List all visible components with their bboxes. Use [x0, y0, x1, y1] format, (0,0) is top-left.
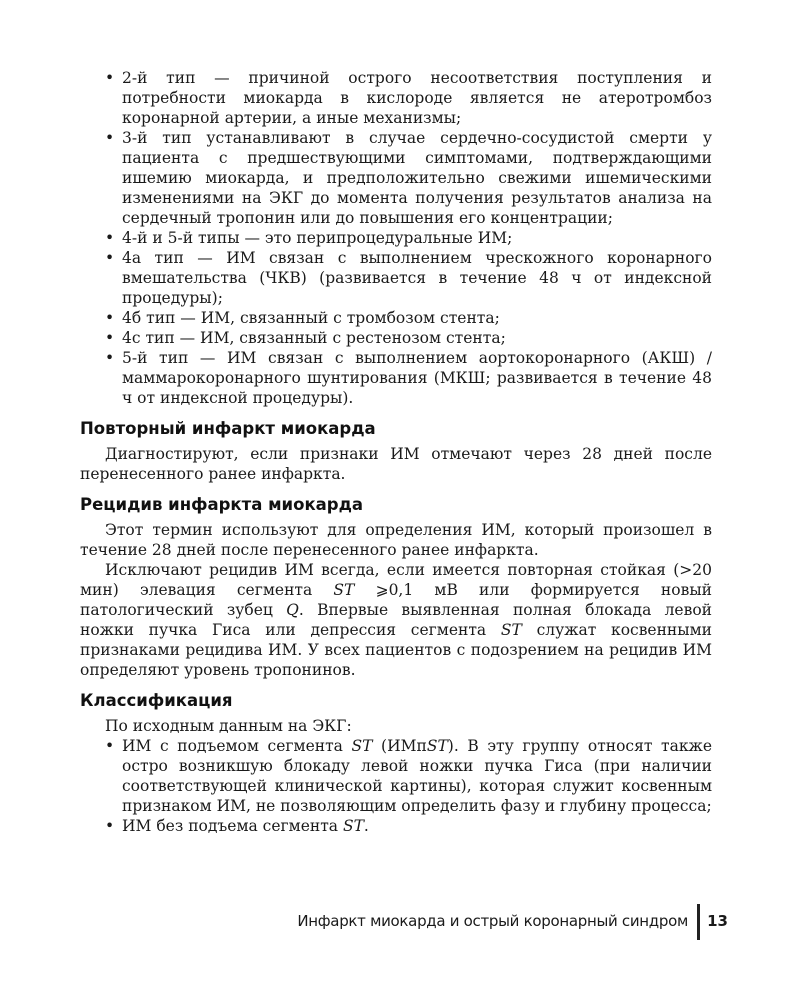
page-number: 13	[707, 912, 728, 930]
section-heading-classification: Классификация	[80, 691, 233, 710]
bullet-icon: •	[105, 817, 115, 835]
bullet-icon: •	[105, 349, 115, 367]
bullet-icon: •	[105, 229, 115, 247]
page-footer	[80, 904, 728, 940]
list-item: • ИМ без подъема сегмента ST.	[105, 817, 369, 835]
list-item: • 4б тип — ИМ, связанный с тромбозом стента;	[105, 309, 500, 327]
section-heading-repeat-mi: Повторный инфаркт миокарда	[80, 419, 376, 438]
bullet-icon: •	[105, 309, 115, 327]
bullet-icon: •	[105, 737, 115, 755]
section-paragraph: Диагностируют, если признаки ИМ отмечают через 28 дней после перенесенного ранее инфаркта.	[80, 445, 712, 483]
list-item: • 2-й тип — причиной острого несоответствия поступления и потребности миокарда в кислороде является не атеротромбоз коронарной артерии, а иные механизмы;	[105, 69, 712, 127]
bullet-icon: •	[105, 69, 115, 87]
bullet-icon: •	[105, 129, 115, 147]
bullet-icon: •	[105, 249, 115, 267]
section-paragraph: Исключают рецидив ИМ всегда, если имеется повторная стойкая (>20 мин) элевация сегмента ST ⩾0,1 мВ или формируется новый патологический зубец Q. Впервые выявленная полная блокада левой ножки пучка Гиса или депрессия сегмента ST служат косвенными признаками рецидива ИМ. У всех пациентов с подозрением на рецидив ИМ определяют уровень тропонинов.	[80, 561, 712, 679]
list-item: • 3-й тип устанавливают в случае сердечно-сосудистой смерти у пациента с предшествующими симптомами, подтверждающими ишемию миокарда, и предположительно свежими ишемическими изменениями на ЭКГ до момента получения результатов анализа на сердечный тропонин или до повышения его концентрации;	[105, 129, 712, 227]
footer-divider	[697, 904, 700, 940]
page-body	[80, 68, 712, 836]
classification-list	[80, 736, 712, 836]
list-item: • 4а тип — ИМ связан с выполнением чрескожного коронарного вмешательства (ЧКВ) (развивается в течение 48 ч от индексной процедуры);	[105, 249, 712, 307]
bullet-icon: •	[105, 329, 115, 347]
section-heading-recurrent-mi: Рецидив инфаркта миокарда	[80, 495, 364, 514]
list-item: • ИМ с подъемом сегмента ST (ИМпST). В эту группу относят также остро возникшую блокаду левой ножки пучка Гиса (при наличии соответствующей клинической картины), которая служит косвенным признаком ИМ, не позволяющим определить фазу и глубину процесса;	[105, 737, 712, 815]
section-paragraph: Этот термин используют для определения ИМ, который произошел в течение 28 дней после перенесенного ранее инфаркта.	[80, 521, 712, 559]
section-intro: По исходным данным на ЭКГ:	[105, 717, 352, 735]
running-title: Инфаркт миокарда и острый коронарный синдром	[297, 912, 688, 930]
list-item: • 4-й и 5-й типы — это перипроцедуральные ИМ;	[105, 229, 513, 247]
list-item: • 4с тип — ИМ, связанный с рестенозом стента;	[105, 329, 506, 347]
list-item: • 5-й тип — ИМ связан с выполнением аортокоронарного (АКШ) / маммарокоронарного шунтирования (МКШ; развивается в течение 48 ч от индексной процедуры).	[105, 349, 712, 407]
type-list	[80, 68, 712, 408]
